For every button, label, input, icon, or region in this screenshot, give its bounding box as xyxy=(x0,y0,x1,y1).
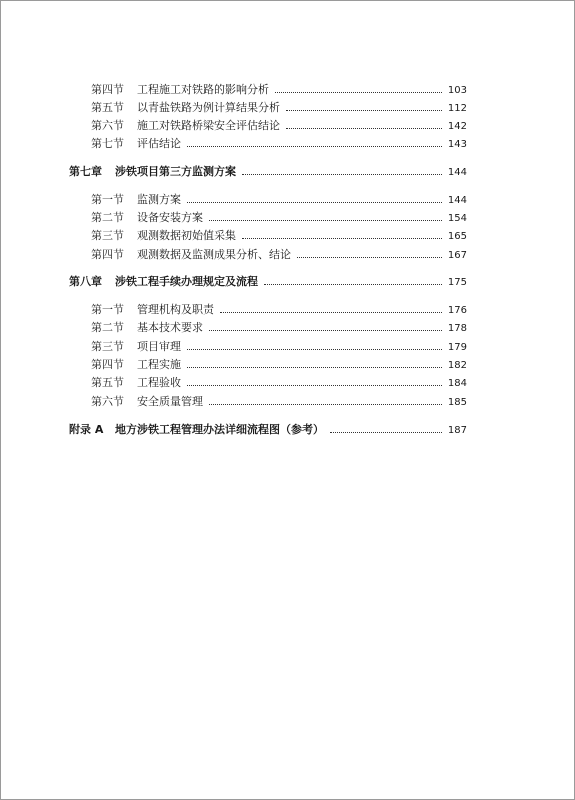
toc-entry-page: 182 xyxy=(447,360,467,371)
toc-chapter-number: 第八章 xyxy=(69,275,102,288)
toc-entry-page: 165 xyxy=(447,231,467,242)
toc-chapter-entry[interactable] xyxy=(69,165,467,180)
toc-entry-page: 144 xyxy=(447,167,467,178)
toc-entry[interactable] xyxy=(91,321,467,336)
toc-entry-page: 187 xyxy=(447,425,467,436)
toc-entry-page: 167 xyxy=(447,250,467,261)
toc-chapter-title: 涉铁项目第三方监测方案 xyxy=(115,165,236,178)
toc-chapter-title: 涉铁工程手续办理规定及流程 xyxy=(115,275,258,288)
toc-entry-number: 第五节 xyxy=(91,376,124,389)
toc-entry[interactable] xyxy=(91,83,467,98)
dot-leader xyxy=(187,202,442,203)
toc-entry[interactable] xyxy=(91,376,467,391)
toc-entry[interactable] xyxy=(91,340,467,355)
toc-entry-title: 评估结论 xyxy=(137,137,181,150)
toc-entry-page: 143 xyxy=(447,139,467,150)
toc-entry-title: 项目审理 xyxy=(137,340,181,353)
toc-entry-title: 工程施工对铁路的影响分析 xyxy=(137,83,269,96)
toc-entry[interactable] xyxy=(91,193,467,208)
dot-leader xyxy=(242,238,442,239)
toc-entry-number: 第三节 xyxy=(91,340,124,353)
toc-entry-number: 第七节 xyxy=(91,137,124,150)
dot-leader xyxy=(187,385,442,386)
toc-entry[interactable] xyxy=(91,137,467,152)
toc-entry-title: 设备安装方案 xyxy=(137,211,203,224)
toc-entry-page: 103 xyxy=(447,85,467,96)
dot-leader xyxy=(220,312,442,313)
toc-entry-title: 工程验收 xyxy=(137,376,181,389)
toc-entry-title: 观测数据及监测成果分析、结论 xyxy=(137,248,291,261)
toc-entry-number: 第二节 xyxy=(91,321,124,334)
toc-entry-page: 178 xyxy=(447,323,467,334)
toc-entry-page: 185 xyxy=(447,397,467,408)
dot-leader xyxy=(187,349,442,350)
toc-chapter-number: 第七章 xyxy=(69,165,102,178)
toc-entry[interactable] xyxy=(91,358,467,373)
dot-leader xyxy=(330,432,442,433)
toc-entry-number: 第四节 xyxy=(91,358,124,371)
toc-entry-number: 第六节 xyxy=(91,119,124,132)
toc-entry-number: 第三节 xyxy=(91,229,124,242)
dot-leader xyxy=(242,174,442,175)
dot-leader xyxy=(209,220,442,221)
toc-entry-title: 施工对铁路桥梁安全评估结论 xyxy=(137,119,280,132)
toc-appendix-number: 附录 A xyxy=(69,423,104,436)
toc-appendix-title: 地方涉铁工程管理办法详细流程图（参考） xyxy=(115,423,324,436)
toc-entry-number: 第四节 xyxy=(91,83,124,96)
toc-chapter-entry[interactable] xyxy=(69,275,467,290)
toc-entry-title: 以青盐铁路为例计算结果分析 xyxy=(137,101,280,114)
toc-entry-title: 基本技术要求 xyxy=(137,321,203,334)
toc-entry[interactable] xyxy=(91,211,467,226)
toc-entry[interactable] xyxy=(91,119,467,134)
toc-entry-number: 第六节 xyxy=(91,395,124,408)
dot-leader xyxy=(187,146,442,147)
dot-leader xyxy=(275,92,442,93)
toc-entry-page: 184 xyxy=(447,378,467,389)
toc-entry[interactable] xyxy=(91,395,467,410)
toc-entry-page: 176 xyxy=(447,305,467,316)
toc-appendix-entry[interactable] xyxy=(69,423,467,438)
toc-entry[interactable] xyxy=(91,303,467,318)
dot-leader xyxy=(264,284,442,285)
toc-entry[interactable] xyxy=(91,101,467,116)
toc-entry[interactable] xyxy=(91,248,467,263)
dot-leader xyxy=(286,128,442,129)
toc-entry-title: 管理机构及职责 xyxy=(137,303,214,316)
toc-entry-title: 观测数据初始值采集 xyxy=(137,229,236,242)
toc-entry-number: 第五节 xyxy=(91,101,124,114)
toc-entry-page: 175 xyxy=(447,277,467,288)
toc-entry-number: 第二节 xyxy=(91,211,124,224)
dot-leader xyxy=(187,367,442,368)
toc-entry[interactable] xyxy=(91,229,467,244)
toc-entry-title: 安全质量管理 xyxy=(137,395,203,408)
toc-entry-page: 154 xyxy=(447,213,467,224)
dot-leader xyxy=(286,110,442,111)
toc-entry-title: 工程实施 xyxy=(137,358,181,371)
toc-entry-page: 144 xyxy=(447,195,467,206)
dot-leader xyxy=(297,257,442,258)
toc-entry-number: 第一节 xyxy=(91,303,124,316)
dot-leader xyxy=(209,330,442,331)
toc-entry-number: 第一节 xyxy=(91,193,124,206)
dot-leader xyxy=(209,404,442,405)
toc-entry-title: 监测方案 xyxy=(137,193,181,206)
toc-entry-page: 112 xyxy=(447,103,467,114)
toc-entry-page: 142 xyxy=(447,121,467,132)
toc-entry-number: 第四节 xyxy=(91,248,124,261)
toc-entry-page: 179 xyxy=(447,342,467,353)
